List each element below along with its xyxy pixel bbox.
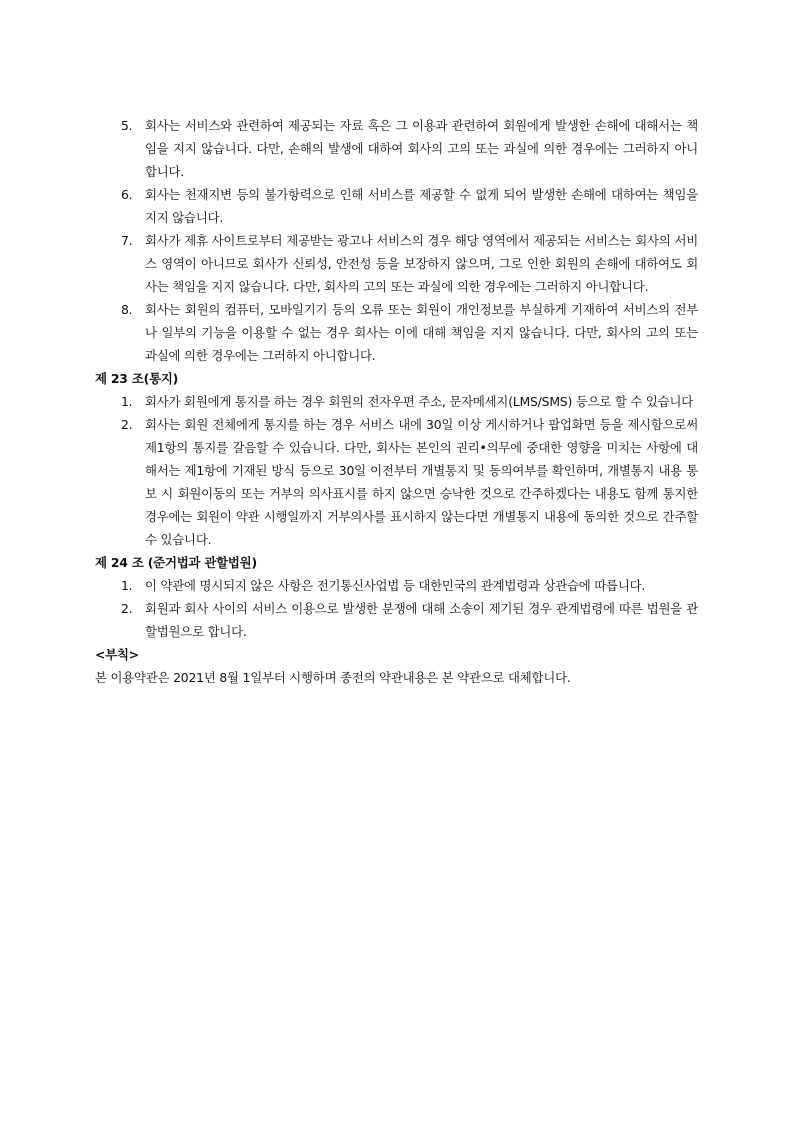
- list-item: [95, 298, 698, 367]
- item-number: 6.: [121, 187, 133, 202]
- item-number: 2.: [121, 601, 133, 616]
- item-number: 8.: [121, 302, 133, 317]
- list-item: [95, 183, 698, 229]
- item-text: 회사는 서비스와 관련하여 제공되는 자료 혹은 그 이용과 관련하여 회원에게 발생한 손해에 대해서는 책임을 지지 않습니다. 다만, 손해의 발생에 대하여 회사의 고의 또는 과실에 의한 경우에는 그러하지 아니합니다.: [145, 118, 698, 179]
- article-24-items: [95, 574, 698, 643]
- list-item: [95, 597, 698, 643]
- item-text: 회원과 회사 사이의 서비스 이용으로 발생한 분쟁에 대해 소송이 제기된 경우 관계법령에 따른 법원을 관할법원으로 합니다.: [145, 601, 698, 639]
- article-23-items: [95, 390, 698, 551]
- item-number: 7.: [121, 233, 133, 248]
- item-number: 2.: [121, 417, 133, 432]
- addendum-text: 본 이용약관은 2021년 8월 1일부터 시행하며 종전의 약관내용은 본 약관으로 대체합니다.: [95, 670, 571, 685]
- item-number: 5.: [121, 118, 133, 133]
- list-item: [95, 413, 698, 551]
- addendum-heading: <부칙>: [95, 647, 139, 662]
- item-text: 회사가 제휴 사이트로부터 제공받는 광고나 서비스의 경우 해당 영역에서 제공되는 서비스는 회사의 서비스 영역이 아니므로 회사가 신뢰성, 안전성 등을 보장하지 않으며, 그로 인한 회원의 손해에 대하여도 회사는 책임을 지지 않습니다. 다만, 회사의 고의 또는 과실에 의한 경우에는 그러하지 아니합니다.: [145, 233, 698, 294]
- article-24-heading: 제 24 조 (준거법과 관할법원): [95, 555, 257, 570]
- terms-content: [95, 114, 698, 689]
- list-item: [95, 229, 698, 298]
- item-text: 회사는 회원 전체에게 통지를 하는 경우 서비스 내에 30일 이상 게시하거나 팝업화면 등을 제시함으로써 제1항의 통지를 갈음할 수 있습니다. 다만, 회사는 본인의 권리•의무에 중대한 영향을 미치는 사항에 대해서는 제1항에 기재된 방식 등으로 30일 이전부터 개별통지 및 동의여부를 확인하며, 개별통지 내용 통보 시 회원이동의 또는 거부의 의사표시를 하지 않으면 승낙한 것으로 간주하겠다는 내용도 함께 통지한 경우에는 회원이 약관 시행일까지 거부의사를 표시하지 않는다면 개별통지 내용에 동의한 것으로 간주할 수 있습니다.: [145, 417, 698, 547]
- list-item: [95, 574, 698, 597]
- list-item: [95, 114, 698, 183]
- article-23-heading: 제 23 조(통지): [95, 371, 179, 386]
- item-number: 1.: [121, 578, 133, 593]
- list-item: [95, 390, 698, 413]
- item-text: 회사는 회원의 컴퓨터, 모바일기기 등의 오류 또는 회원이 개인정보를 부실하게 기재하여 서비스의 전부나 일부의 기능을 이용할 수 없는 경우 회사는 이에 대해 책임을 지지 않습니다. 다만, 회사의 고의 또는 과실에 의한 경우에는 그러하지 아니합니다.: [145, 302, 698, 363]
- item-text: 회사는 천재지변 등의 불가항력으로 인해 서비스를 제공할 수 없게 되어 발생한 손해에 대하여는 책임을 지지 않습니다.: [145, 187, 698, 225]
- article-22-items: [95, 114, 698, 367]
- item-text: 회사가 회원에게 통지를 하는 경우 회원의 전자우편 주소, 문자메세지(LMS/SMS) 등으로 할 수 있습니다: [145, 394, 693, 409]
- item-number: 1.: [121, 394, 133, 409]
- item-text: 이 약관에 명시되지 않은 사항은 전기통신사업법 등 대한민국의 관계법령과 상관습에 따릅니다.: [145, 578, 646, 593]
